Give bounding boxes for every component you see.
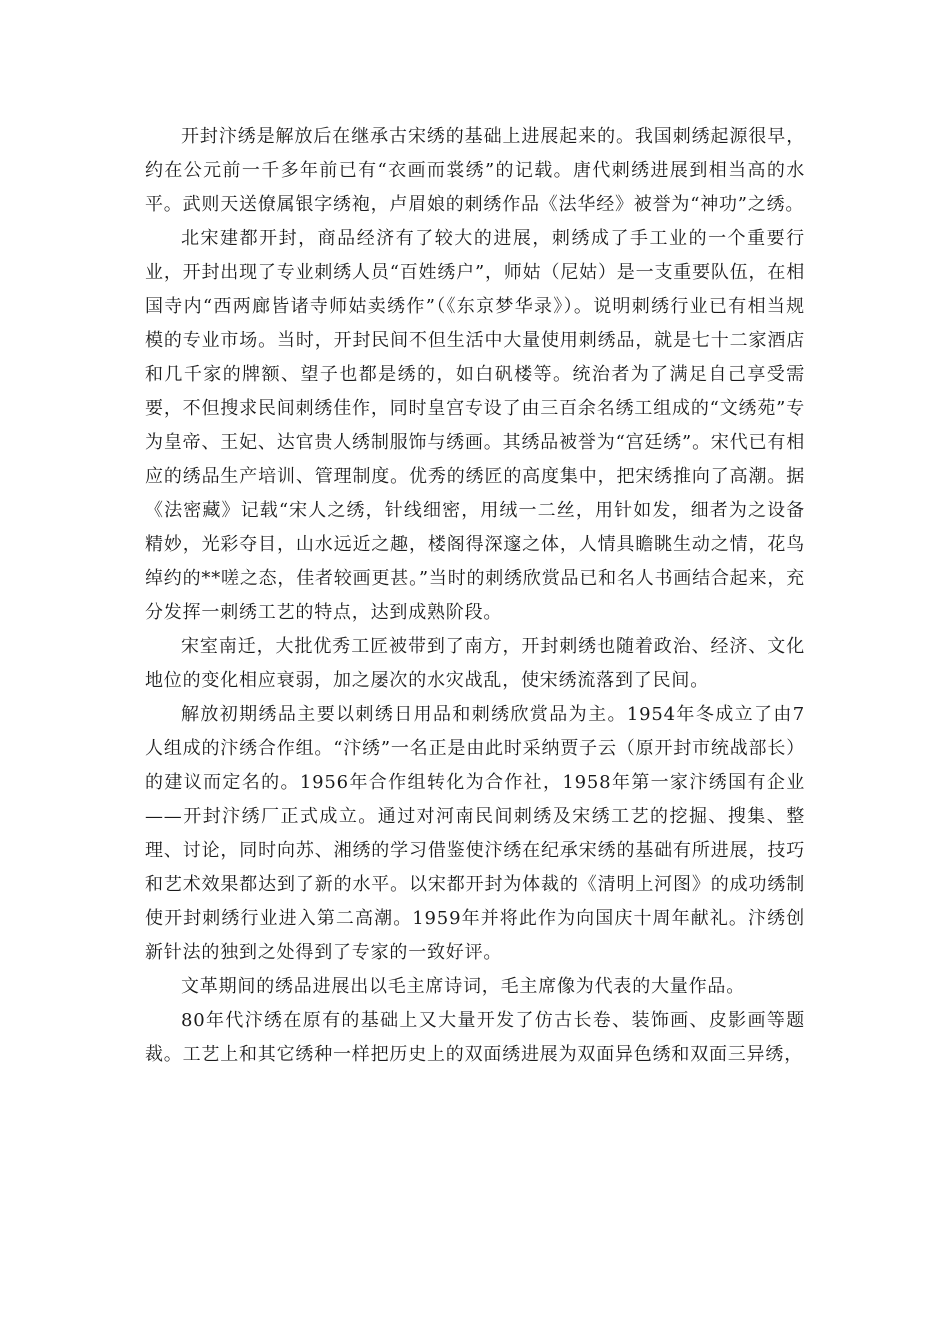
- paragraph-southern-move: 宋室南迁，大批优秀工匠被带到了南方，开封刺绣也随着政治、经济、文化地位的变化相应衰弱，加之屡次的水灾战乱，使宋绣流落到了民间。: [145, 636, 805, 691]
- document-body: [145, 120, 805, 1072]
- paragraph-1980s: 80年代汴绣在原有的基础上又大量开发了仿古长卷、装饰画、皮影画等题裁。工艺上和其它绣种一样把历史上的双面绣进展为双面异色绣和双面三异绣，: [145, 1010, 805, 1065]
- paragraph-cultural-revolution: 文革期间的绣品进展出以毛主席诗词，毛主席像为代表的大量作品。: [181, 976, 745, 997]
- paragraph-liberation: 解放初期绣品主要以刺绣日用品和刺绣欣赏品为主。1954年冬成立了由7人组成的汴绣合作组。“汴绣”一名正是由此时采纳贾子云（原开封市统战部长）的建议而定名的。1956年合作组转化为合作社，1958年第一家汴绣国有企业——开封汴绣厂正式成立。通过对河南民间刺绣及宋绣工艺的挖掘、搜集、整理、讨论，同时向苏、湘绣的学习借鉴使汴绣在纪承宋绣的基础有所进展，技巧和艺术效果都达到了新的水平。以宋都开封为体裁的《清明上河图》的成功绣制使开封刺绣行业进入第二高潮。1959年并将此作为向国庆十周年献礼。汴绣创新针法的独到之处得到了专家的一致好评。: [145, 704, 805, 963]
- paragraph-origins: 开封汴绣是解放后在继承古宋绣的基础上进展起来的。我国刺绣起源很早，约在公元前一千多年前已有“衣画而裳绣”的记载。唐代刺绣进展到相当高的水平。武则天送僚属银字绣袍，卢眉娘的刺绣作品《法华经》被誉为“神功”之绣。: [145, 126, 805, 215]
- paragraph-northern-song: 北宋建都开封，商品经济有了较大的进展，刺绣成了手工业的一个重要行业，开封出现了专业刺绣人员“百姓绣户”，师姑（尼姑）是一支重要队伍，在相国寺内“西两廊皆诸寺师姑卖绣作”（《东京梦华录》）。说明刺绣行业已有相当规模的专业市场。当时，开封民间不但生活中大量使用刺绣品，就是七十二家酒店和几千家的牌额、望子也都是绣的，如白矾楼等。统治者为了满足自己享受需要，不但搜求民间刺绣佳作，同时皇宫专设了由三百余名绣工组成的“文绣苑”专为皇帝、王妃、达官贵人绣制服饰与绣画。其绣品被誉为“宫廷绣”。宋代已有相应的绣品生产培训、管理制度。优秀的绣匠的高度集中，把宋绣推向了高潮。据《法密藏》记载“宋人之绣，针线细密，用绒一二丝，用针如发，细者为之设备精妙，光彩夺目，山水远近之趣，楼阁得深邃之体，人情具瞻眺生动之情，花鸟绰约的**嗟之态，佳者较画更甚。”当时的刺绣欣赏品已和名人书画结合起来，充分发挥一刺绣工艺的特点，达到成熟阶段。: [145, 228, 805, 623]
